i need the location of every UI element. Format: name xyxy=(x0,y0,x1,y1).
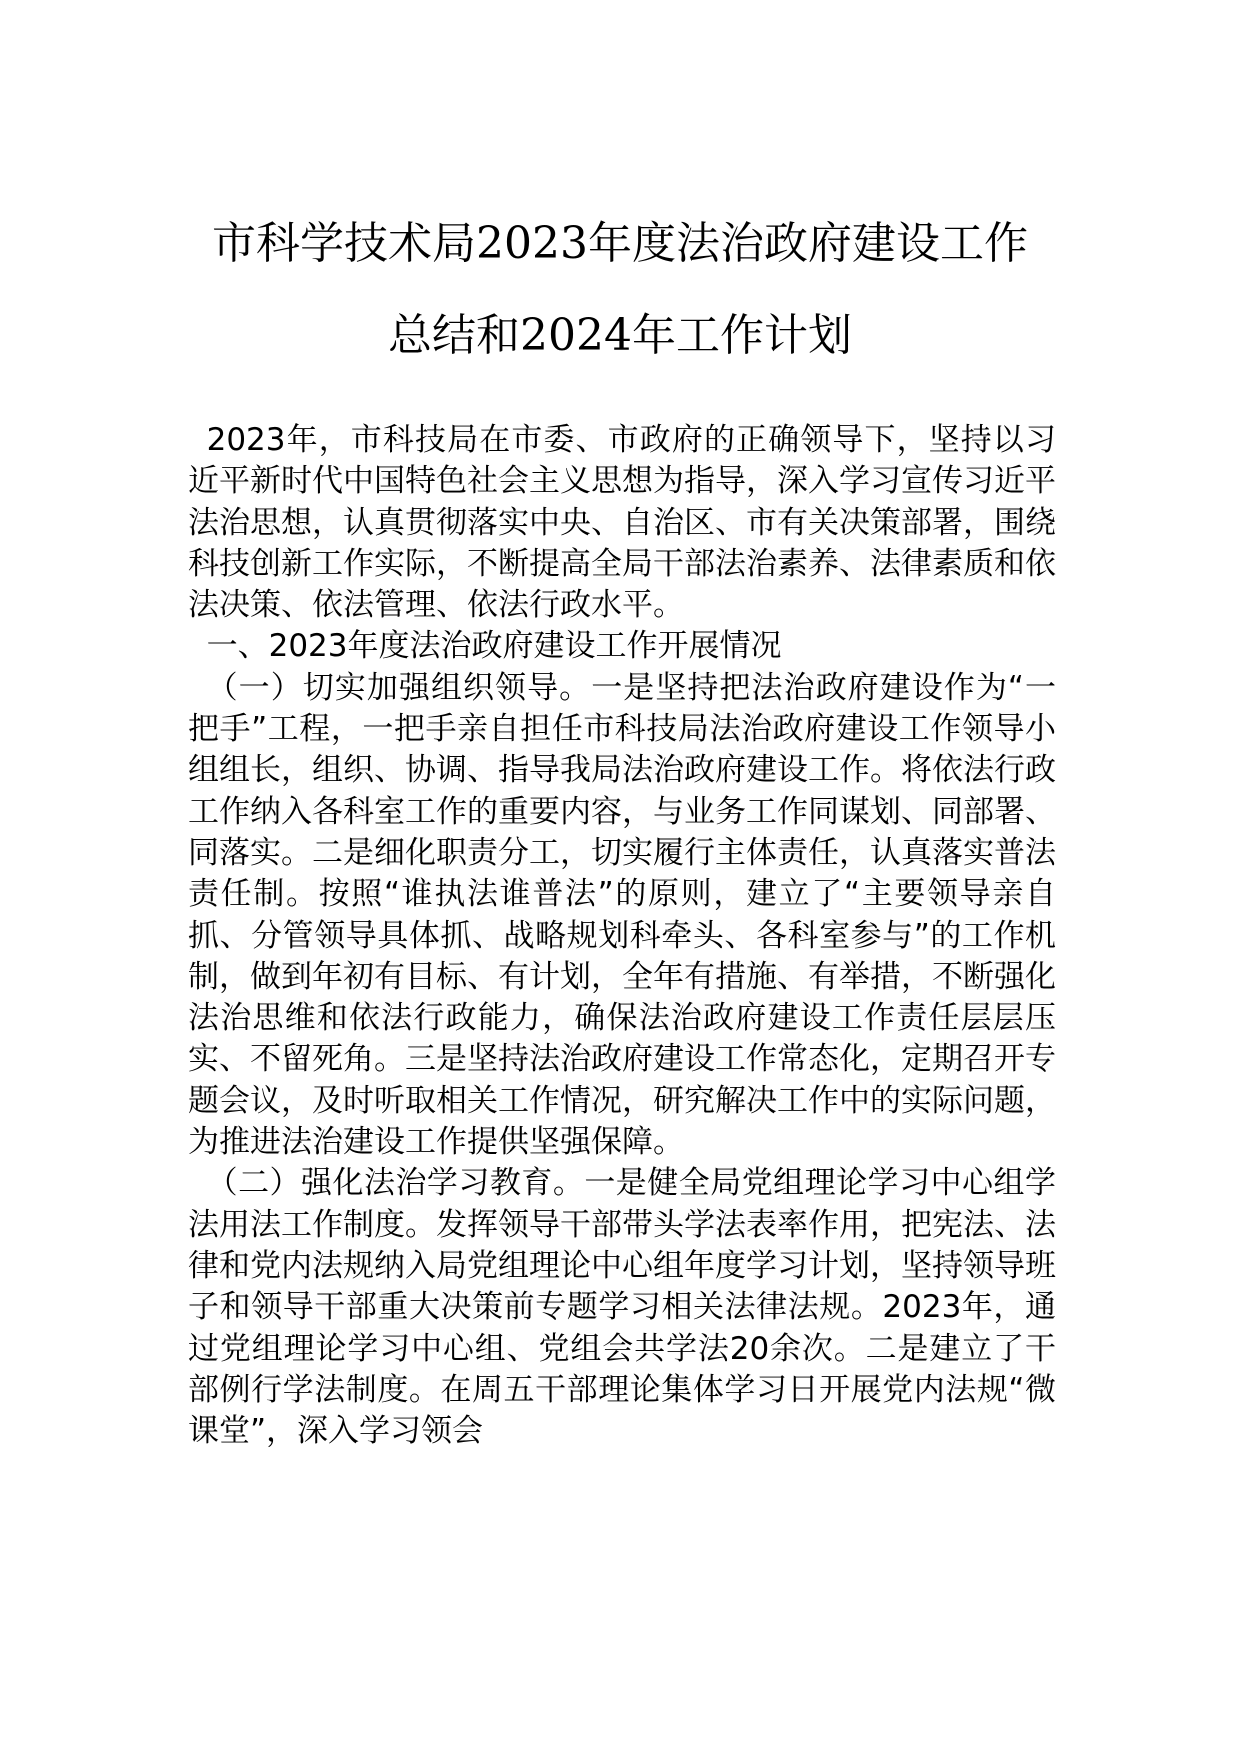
document-title-line-2: 总结和2024年工作计划 xyxy=(388,310,852,361)
section-paragraph-1: （一）切实加强组织领导。一是坚持把法治政府建设作为“一把手”工程，一把手亲自担任市科技局法治政府建设工作领导小组组长，组织、协调、指导我局法治政府建设工作。将依法行政工作纳入各科室工作的重要内容，与业务工作同谋划、同部署、同落实。二是细化职责分工，切实履行主体责任，认真落实普法责任制。按照“谁执法谁普法”的原则，建立了“主要领导亲自抓、分管领导具体抓、战略规划科牵头、各科室参与”的工作机制，做到年初有目标、有计划，全年有措施、有举措，不断强化法治思维和依法行政能力，确保法治政府建设工作责任层层压实、不留死角。三是坚持法治政府建设工作常态化，定期召开专题会议，及时听取相关工作情况，研究解决工作中的实际问题，为推进法治建设工作提供坚强保障。 xyxy=(188,669,1056,1161)
intro-paragraph: 2023年，市科技局在市委、市政府的正确领导下，坚持以习近平新时代中国特色社会主义思想为指导，深入学习宣传习近平法治思想，认真贯彻落实中央、自治区、市有关决策部署，围绕科技创新工作实际，不断提高全局干部法治素养、法律素质和依法决策、依法管理、依法行政水平。 xyxy=(188,422,1056,624)
document-title-line-1: 市科学技术局2023年度法治政府建设工作 xyxy=(212,218,1028,269)
section-paragraph-2: （二）强化法治学习教育。一是健全局党组理论学习中心组学法用法工作制度。发挥领导干部带头学法表率作用，把宪法、法律和党内法规纳入局党组理论中心组年度学习计划，坚持领导班子和领导干部重大决策前专题学习相关法律法规。2023年，通过党组理论学习中心组、党组会共学法20余次。二是建立了干部例行学法制度。在周五干部理论集体学习日开展党内法规“微课堂”，深入学习领会 xyxy=(188,1165,1056,1450)
document-body xyxy=(188,420,1056,1452)
section-heading-1: 一、2023年度法治政府建设工作开展情况 xyxy=(206,628,782,665)
